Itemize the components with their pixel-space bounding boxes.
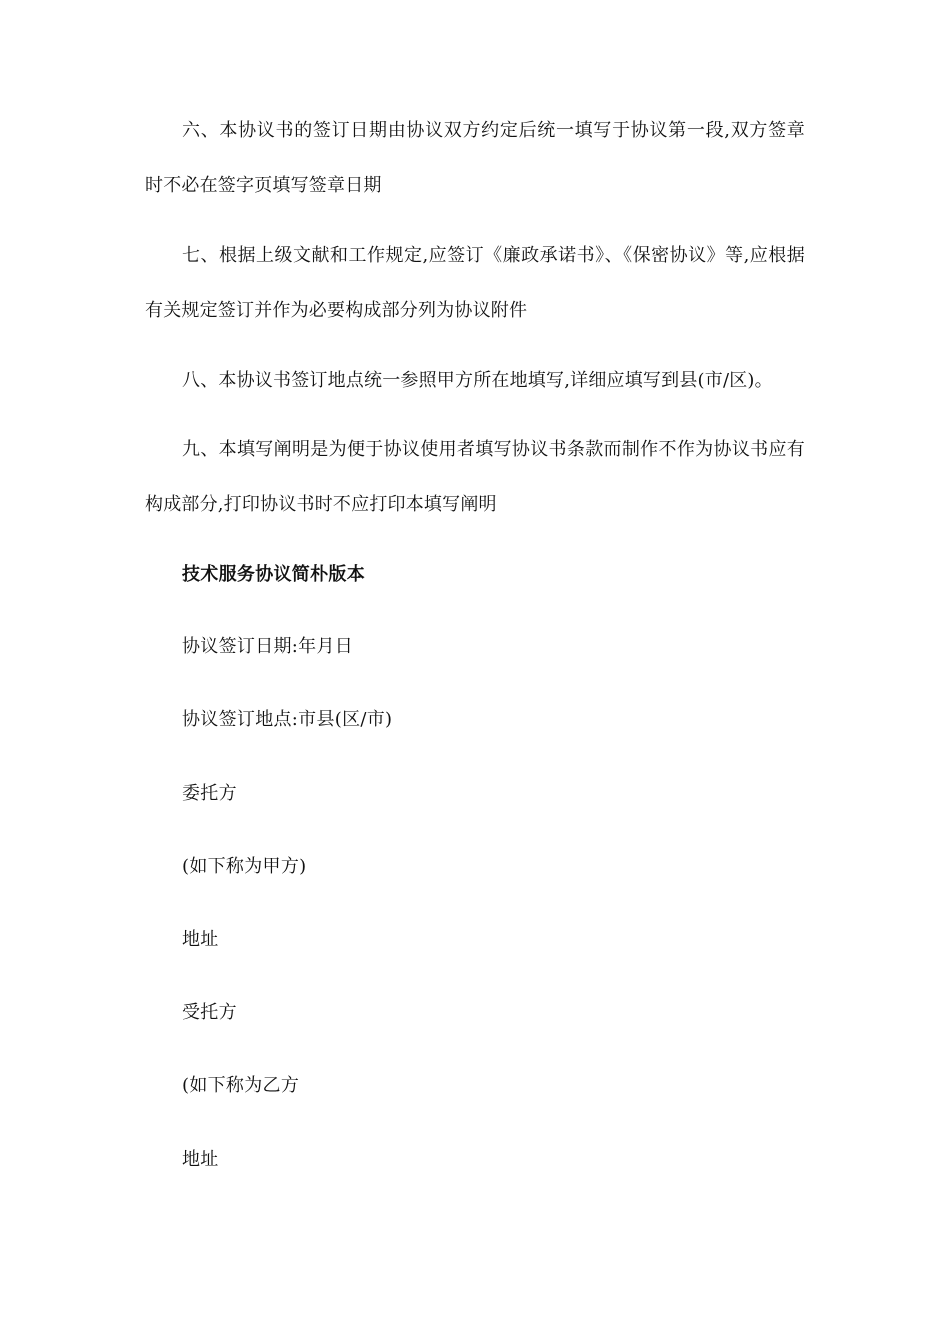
party-a-alias: (如下称为甲方) xyxy=(182,856,307,877)
note-paragraph-6: 六、本协议书的签订日期由协议双方约定后统一填写于协议第一段,双方签章时不必在签字页填写签章日期 xyxy=(145,120,805,196)
party-a-role: 委托方 xyxy=(182,783,237,804)
contract-title: 技术服务协议简朴版本 xyxy=(182,564,365,585)
note-paragraph-9: 九、本填写阐明是为便于协议使用者填写协议书条款而制作不作为协议书应有构成部分,打印协议书时不应打印本填写阐明 xyxy=(145,439,805,515)
note-paragraph-8: 八、本协议书签订地点统一参照甲方所在地填写,详细应填写到县(市/区)。 xyxy=(182,370,773,391)
party-b-alias: (如下称为乙方 xyxy=(182,1075,300,1096)
party-a-address: 地址 xyxy=(182,929,219,950)
sign-date-line: 协议签订日期:年月日 xyxy=(182,636,354,657)
party-b-address: 地址 xyxy=(182,1149,219,1170)
note-paragraph-7: 七、根据上级文献和工作规定,应签订《廉政承诺书》、《保密协议》等,应根据有关规定签订并作为必要构成部分列为协议附件 xyxy=(145,245,805,321)
sign-place-line: 协议签订地点:市县(区/市) xyxy=(182,709,393,730)
party-b-role: 受托方 xyxy=(182,1002,237,1023)
